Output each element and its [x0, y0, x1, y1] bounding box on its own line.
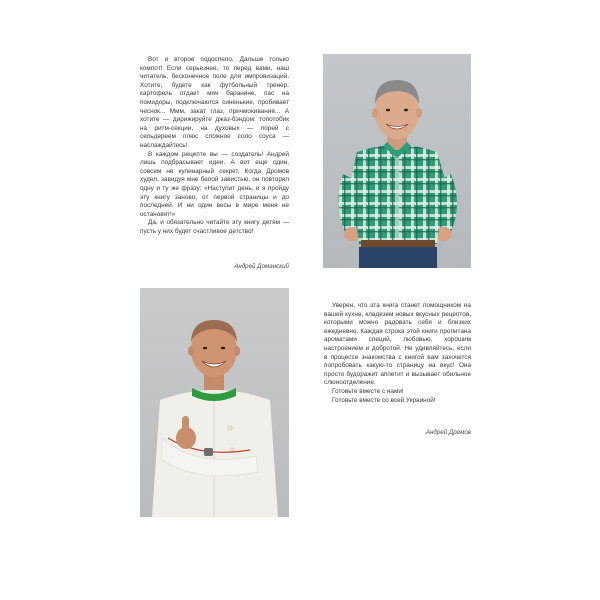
paragraph: В каждом рецепте вы — создатель! Андрей лишь подбрасывает идеи. А вот еще один, совсем не кулинарный секрет. Когда Дромов худел, завидуя мне белой завистью, он повторял одну и ту же фразу: «Наступит день, и я пройду эту книгу заново, от первой страницы и до последней. И ни один весы в мире меня не остановят!» — [140, 150, 289, 218]
signature-domansky: Андрей Доманский — [234, 263, 289, 270]
paragraph: Да, и обязательно читайте эту книгу детям — пусть у них будет счастливое детство! — [140, 219, 289, 235]
intro-text-bottom — [324, 302, 471, 405]
paragraph: Вот и второе подоспело. Дальше только компот! Если серьезнее, то перед вами, наш читатель, бесконечное поле для импровизаций. Хотите, будете как футбольный тренер: картофель отдает мяч баранине, пас на помидоры, подключаются синенькие, пробивает чеснок... Ммм, закат глаз, причмокивание... А хотите — дирижируйте джаз-бэндом: топотобик на ритм-секции, на духовых — порей с сельдереем плюс сложное соло соуса — наслаждайтесь! — [140, 56, 289, 149]
paragraph: Готовьте вместе с нами! — [332, 387, 404, 395]
portrait-chef-image — [140, 288, 289, 517]
paragraph: Уверен, что эта книга станет помощником на вашей кухне, кладезем новых вкусных рецептов, которыми можно радовать себя и близких ежедневно. Каждая строка этой книги пропитана ароматами специй, любовью, хорошим настроением и добротой. Не удивляйтесь, если в процессе знакомства с книгой вам захочется попробовать какую-то страницу на вкус! Она просто будоражит аппетит и вызывает обильное слюноотделение. — [324, 302, 471, 387]
photo-dromov — [140, 288, 289, 517]
signature-dromov: Андрей Дромов — [425, 429, 471, 436]
intro-text-top — [140, 56, 289, 236]
paragraph: Готовьте вместе со всей Украиной! — [332, 396, 436, 404]
photo-domansky — [323, 54, 471, 268]
book-page — [74, 12, 526, 592]
portrait-man-plaid-shirt-image — [323, 54, 471, 268]
